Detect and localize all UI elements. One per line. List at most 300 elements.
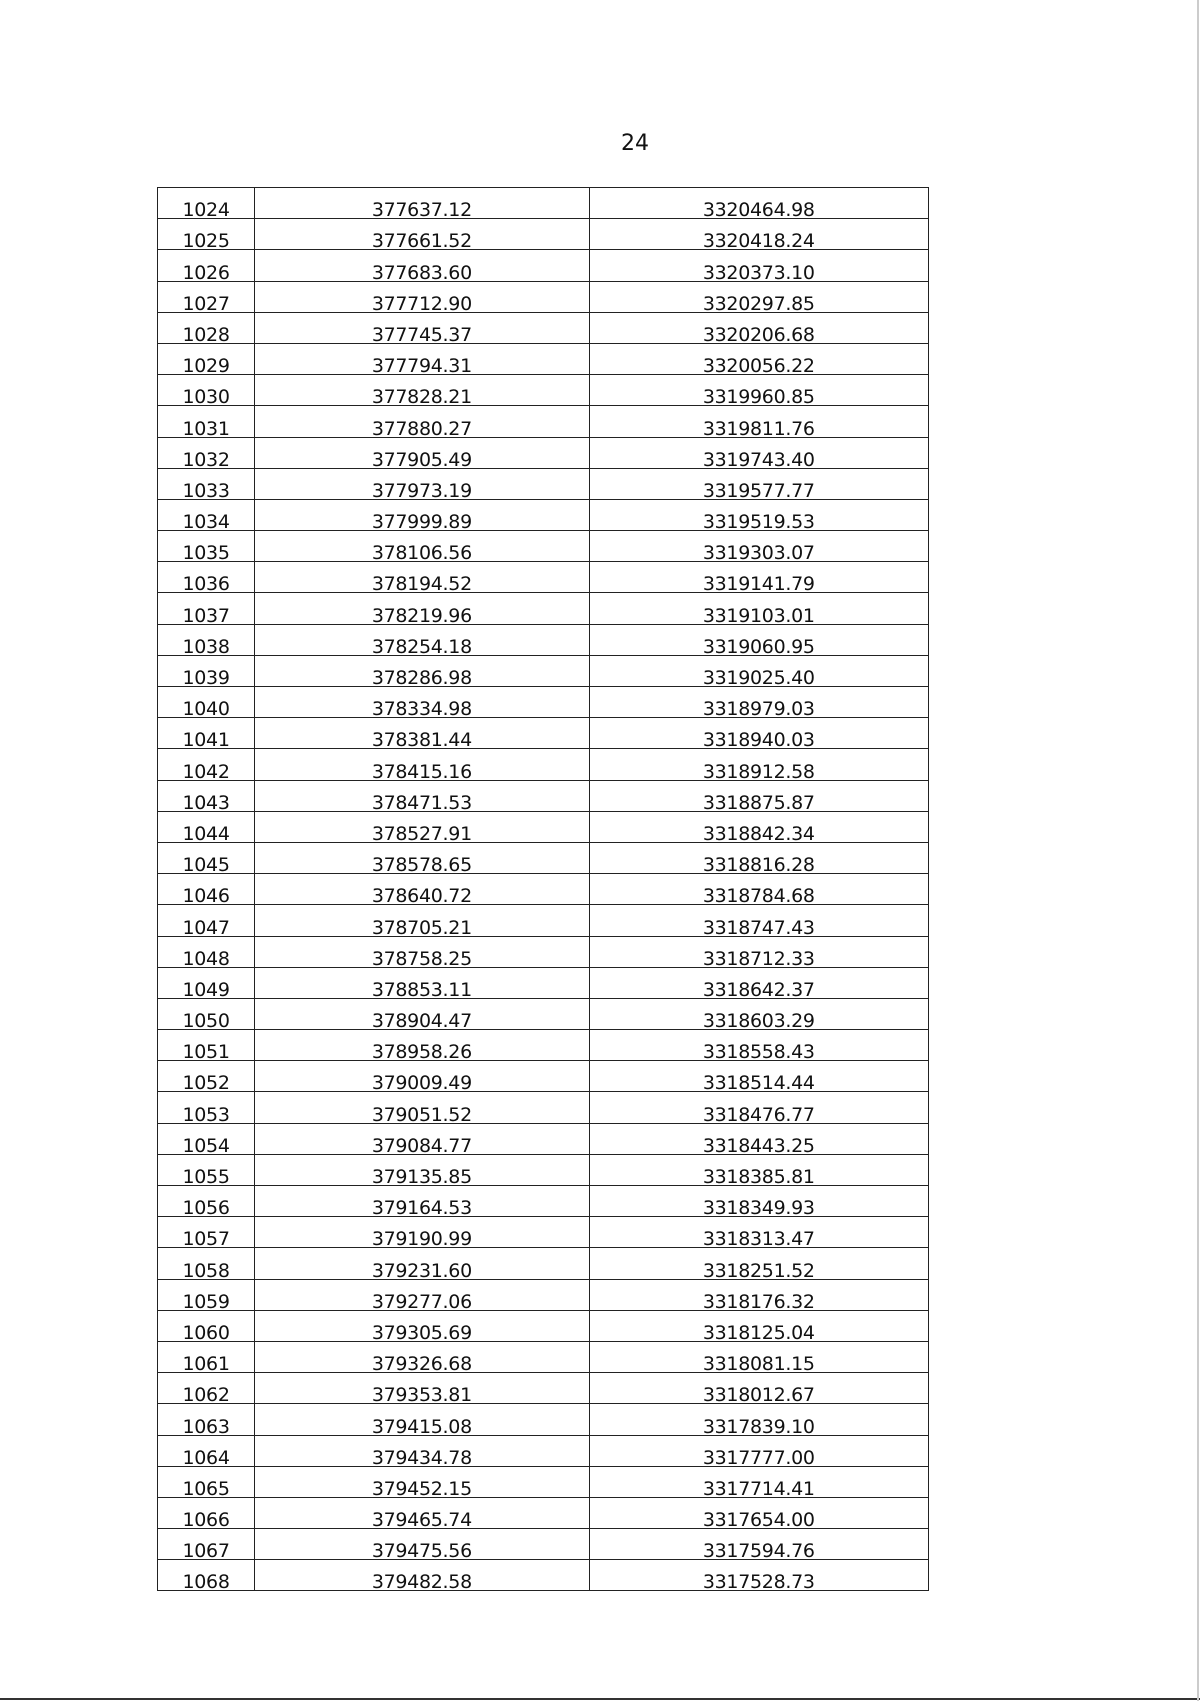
x-coordinate-cell <box>255 1404 589 1438</box>
point-id-cell <box>158 562 255 596</box>
cell-text: 1028 <box>182 323 230 346</box>
cell-text: 1026 <box>182 261 230 284</box>
cell-text: 3320464.98 <box>702 199 815 222</box>
cell-text: 379353.81 <box>371 1384 472 1407</box>
cell-text: 1050 <box>182 1010 230 1033</box>
x-coordinate-cell <box>255 562 589 596</box>
cell-text: 378958.26 <box>371 1041 472 1064</box>
table-row <box>158 1529 929 1560</box>
table-row <box>158 562 929 593</box>
table-row <box>158 1560 929 1591</box>
x-coordinate-cell <box>255 967 589 1001</box>
cell-text: 1060 <box>182 1321 230 1344</box>
point-id-cell <box>158 1497 255 1532</box>
point-id-cell <box>158 1404 255 1438</box>
table-row <box>158 312 929 343</box>
cell-text: 3320297.85 <box>702 292 815 315</box>
cell-text: 379305.69 <box>371 1321 472 1344</box>
cell-text: 3318514.44 <box>702 1072 815 1095</box>
table-row <box>158 1435 929 1466</box>
y-coordinate-cell <box>589 312 928 346</box>
x-coordinate-cell <box>255 312 589 346</box>
x-coordinate-cell <box>255 1310 589 1344</box>
x-coordinate-cell <box>255 531 589 565</box>
table-row <box>158 437 929 468</box>
cell-text: 3318443.25 <box>702 1134 815 1157</box>
cell-text: 378106.56 <box>371 542 472 565</box>
cell-text: 3318125.04 <box>702 1321 815 1344</box>
y-coordinate-cell <box>589 1217 928 1251</box>
cell-text: 379190.99 <box>371 1228 472 1251</box>
x-coordinate-cell <box>255 219 589 253</box>
cell-text: 377905.49 <box>371 448 472 471</box>
cell-text: 1041 <box>182 729 230 752</box>
table-row <box>158 718 929 749</box>
y-coordinate-cell <box>589 375 928 409</box>
point-id-cell <box>158 593 255 627</box>
y-coordinate-cell <box>589 1030 928 1064</box>
y-coordinate-cell <box>589 749 928 783</box>
point-id-cell <box>158 780 255 814</box>
y-coordinate-cell <box>589 967 928 1001</box>
cell-text: 378286.98 <box>371 667 472 689</box>
cell-text: 3319960.85 <box>702 386 815 409</box>
point-id-cell <box>158 624 255 658</box>
table-row <box>158 1186 929 1217</box>
cell-text: 3317654.00 <box>702 1509 815 1532</box>
point-id-cell <box>158 375 255 409</box>
cell-text: 1030 <box>182 386 230 409</box>
cell-text: 1044 <box>182 822 230 845</box>
x-coordinate-cell <box>255 1529 589 1563</box>
cell-text: 379465.74 <box>371 1509 472 1532</box>
table-row <box>158 967 929 998</box>
x-coordinate-cell <box>255 1560 589 1594</box>
cell-text: 3318940.03 <box>702 729 815 752</box>
table-row <box>158 1373 929 1404</box>
table-row <box>158 905 929 936</box>
table-row <box>158 1341 929 1372</box>
cell-text: 378758.25 <box>371 947 472 970</box>
cell-text: 379277.06 <box>371 1290 472 1313</box>
x-coordinate-cell <box>255 874 589 908</box>
table-row <box>158 406 929 437</box>
cell-text: 1035 <box>182 542 230 565</box>
cell-text: 1068 <box>182 1571 230 1594</box>
cell-text: 1052 <box>182 1072 230 1095</box>
point-id-cell <box>158 687 255 721</box>
cell-text: 1037 <box>182 604 230 627</box>
point-id-cell <box>158 1560 255 1594</box>
x-coordinate-cell <box>255 655 589 689</box>
y-coordinate-cell <box>589 1404 928 1438</box>
cell-text: 1033 <box>182 479 230 502</box>
point-id-cell <box>158 188 255 222</box>
point-id-cell <box>158 281 255 315</box>
cell-text: 1038 <box>182 635 230 658</box>
point-id-cell <box>158 1341 255 1376</box>
y-coordinate-cell <box>589 1248 928 1282</box>
cell-text: 3319519.53 <box>702 511 815 534</box>
cell-text: 1062 <box>182 1384 230 1407</box>
x-coordinate-cell <box>255 842 589 877</box>
x-coordinate-cell <box>255 718 589 752</box>
cell-text: 1054 <box>182 1134 230 1157</box>
cell-text: 379326.68 <box>371 1353 472 1376</box>
cell-text: 379084.77 <box>371 1134 472 1157</box>
table-row <box>158 842 929 873</box>
cell-text: 378334.98 <box>371 698 472 721</box>
cell-text: 3318712.33 <box>702 947 815 970</box>
x-coordinate-cell <box>255 188 589 222</box>
cell-text: 378254.18 <box>371 635 472 658</box>
point-id-cell <box>158 749 255 783</box>
x-coordinate-cell <box>255 1435 589 1469</box>
cell-text: 3318081.15 <box>702 1353 815 1376</box>
cell-text: 3317839.10 <box>702 1415 815 1438</box>
cell-text: 1063 <box>182 1415 230 1438</box>
cell-text: 377712.90 <box>371 292 472 315</box>
x-coordinate-cell <box>255 281 589 315</box>
x-coordinate-cell <box>255 1373 589 1407</box>
cell-text: 1047 <box>182 916 230 939</box>
table-row <box>158 281 929 312</box>
cell-text: 3317777.00 <box>702 1446 815 1469</box>
cell-text: 3318385.81 <box>702 1166 815 1188</box>
cell-text: 3318603.29 <box>702 1010 815 1033</box>
y-coordinate-cell <box>589 811 928 845</box>
cell-text: 3318747.43 <box>702 916 815 939</box>
point-id-cell <box>158 905 255 939</box>
scan-bottom-edge <box>0 1698 1200 1700</box>
table-row <box>158 1404 929 1435</box>
cell-text: 3318558.43 <box>702 1041 815 1064</box>
y-coordinate-cell <box>589 1560 928 1594</box>
cell-text: 1024 <box>182 199 230 222</box>
cell-text: 3318176.32 <box>702 1290 815 1313</box>
cell-text: 1031 <box>182 417 230 440</box>
table-row <box>158 593 929 624</box>
cell-text: 1056 <box>182 1197 230 1220</box>
table-row <box>158 655 929 686</box>
point-id-cell <box>158 468 255 502</box>
cell-text: 3319303.07 <box>702 542 815 565</box>
y-coordinate-cell <box>589 281 928 315</box>
point-id-cell <box>158 250 255 284</box>
y-coordinate-cell <box>589 905 928 939</box>
table-row <box>158 1217 929 1248</box>
coordinate-table <box>157 187 929 1594</box>
cell-text: 3318842.34 <box>702 822 815 845</box>
cell-text: 1057 <box>182 1228 230 1251</box>
table-row <box>158 1466 929 1497</box>
cell-text: 1029 <box>182 355 230 378</box>
cell-text: 3319743.40 <box>702 448 815 471</box>
x-coordinate-cell <box>255 593 589 627</box>
table-row <box>158 811 929 842</box>
point-id-cell <box>158 1186 255 1220</box>
table-row <box>158 687 929 718</box>
x-coordinate-cell <box>255 1030 589 1064</box>
point-id-cell <box>158 842 255 877</box>
cell-text: 377637.12 <box>371 199 472 222</box>
x-coordinate-cell <box>255 1217 589 1251</box>
point-id-cell <box>158 312 255 346</box>
cell-text: 377745.37 <box>371 323 472 346</box>
point-id-cell <box>158 343 255 378</box>
y-coordinate-cell <box>589 1123 928 1157</box>
x-coordinate-cell <box>255 936 589 970</box>
cell-text: 1061 <box>182 1353 230 1376</box>
cell-text: 3317528.73 <box>702 1571 815 1594</box>
y-coordinate-cell <box>589 250 928 284</box>
point-id-cell <box>158 1310 255 1344</box>
cell-text: 1036 <box>182 573 230 596</box>
table-row <box>158 780 929 811</box>
table-row <box>158 499 929 530</box>
x-coordinate-cell <box>255 437 589 471</box>
cell-text: 378527.91 <box>371 822 472 845</box>
y-coordinate-cell <box>589 406 928 440</box>
cell-text: 3318251.52 <box>702 1259 815 1282</box>
x-coordinate-cell <box>255 749 589 783</box>
y-coordinate-cell <box>589 655 928 689</box>
cell-text: 3318784.68 <box>702 885 815 908</box>
cell-text: 378640.72 <box>371 885 472 908</box>
x-coordinate-cell <box>255 1123 589 1157</box>
cell-text: 379135.85 <box>371 1166 472 1188</box>
y-coordinate-cell <box>589 687 928 721</box>
cell-text: 3320373.10 <box>702 261 815 284</box>
cell-text: 3318642.37 <box>702 978 815 1001</box>
cell-text: 3320206.68 <box>702 323 815 346</box>
y-coordinate-cell <box>589 1466 928 1500</box>
cell-text: 1064 <box>182 1446 230 1469</box>
y-coordinate-cell <box>589 531 928 565</box>
point-id-cell <box>158 1217 255 1251</box>
cell-text: 3318313.47 <box>702 1228 815 1251</box>
point-id-cell <box>158 437 255 471</box>
x-coordinate-cell <box>255 406 589 440</box>
x-coordinate-cell <box>255 687 589 721</box>
y-coordinate-cell <box>589 874 928 908</box>
table-row <box>158 188 929 219</box>
x-coordinate-cell <box>255 905 589 939</box>
scan-right-edge <box>1197 0 1199 1701</box>
table-row <box>158 1061 929 1092</box>
cell-text: 378904.47 <box>371 1010 472 1033</box>
y-coordinate-cell <box>589 188 928 222</box>
y-coordinate-cell <box>589 1092 928 1126</box>
y-coordinate-cell <box>589 842 928 877</box>
y-coordinate-cell <box>589 624 928 658</box>
cell-text: 1032 <box>182 448 230 471</box>
cell-text: 1040 <box>182 698 230 721</box>
cell-text: 378578.65 <box>371 854 472 877</box>
point-id-cell <box>158 1248 255 1282</box>
cell-text: 1053 <box>182 1103 230 1126</box>
cell-text: 3319025.40 <box>702 667 815 689</box>
cell-text: 378219.96 <box>371 604 472 627</box>
point-id-cell <box>158 655 255 689</box>
cell-text: 1066 <box>182 1509 230 1532</box>
point-id-cell <box>158 936 255 970</box>
table-row <box>158 749 929 780</box>
cell-text: 3318476.77 <box>702 1103 815 1126</box>
point-id-cell <box>158 874 255 908</box>
x-coordinate-cell <box>255 250 589 284</box>
cell-text: 1046 <box>182 885 230 908</box>
point-id-cell <box>158 499 255 534</box>
y-coordinate-cell <box>589 219 928 253</box>
cell-text: 377683.60 <box>371 261 472 284</box>
cell-text: 3319577.77 <box>702 479 815 502</box>
x-coordinate-cell <box>255 375 589 409</box>
cell-text: 1027 <box>182 292 230 315</box>
cell-text: 378415.16 <box>371 760 472 783</box>
y-coordinate-cell <box>589 936 928 970</box>
cell-text: 378381.44 <box>371 729 472 752</box>
cell-text: 3318979.03 <box>702 698 815 721</box>
cell-text: 379164.53 <box>371 1197 472 1220</box>
table-row <box>158 1030 929 1061</box>
cell-text: 1034 <box>182 511 230 534</box>
table-row <box>158 1092 929 1123</box>
cell-text: 3318012.67 <box>702 1384 815 1407</box>
point-id-cell <box>158 1154 255 1188</box>
cell-text: 1043 <box>182 791 230 814</box>
table-row <box>158 624 929 655</box>
point-id-cell <box>158 998 255 1033</box>
x-coordinate-cell <box>255 624 589 658</box>
cell-text: 1051 <box>182 1041 230 1064</box>
cell-text: 1025 <box>182 230 230 253</box>
y-coordinate-cell <box>589 1341 928 1376</box>
cell-text: 378194.52 <box>371 573 472 596</box>
cell-text: 3318349.93 <box>702 1197 815 1220</box>
cell-text: 378471.53 <box>371 791 472 814</box>
cell-text: 1049 <box>182 978 230 1001</box>
page-number: 24 <box>621 131 649 156</box>
x-coordinate-cell <box>255 1248 589 1282</box>
cell-text: 379231.60 <box>371 1259 472 1282</box>
coordinate-table-body <box>158 188 929 1594</box>
cell-text: 377661.52 <box>371 230 472 253</box>
x-coordinate-cell <box>255 1341 589 1376</box>
table-row <box>158 1248 929 1279</box>
y-coordinate-cell <box>589 1061 928 1095</box>
point-id-cell <box>158 1279 255 1313</box>
point-id-cell <box>158 1435 255 1469</box>
cell-text: 1059 <box>182 1290 230 1313</box>
table-row <box>158 343 929 374</box>
y-coordinate-cell <box>589 562 928 596</box>
cell-text: 378705.21 <box>371 916 472 939</box>
point-id-cell <box>158 219 255 253</box>
point-id-cell <box>158 1061 255 1095</box>
y-coordinate-cell <box>589 1373 928 1407</box>
cell-text: 3319141.79 <box>702 573 815 596</box>
cell-text: 3318912.58 <box>702 760 815 783</box>
table-row <box>158 219 929 250</box>
point-id-cell <box>158 1466 255 1500</box>
cell-text: 1048 <box>182 947 230 970</box>
cell-text: 3318875.87 <box>702 791 815 814</box>
table-row <box>158 250 929 281</box>
x-coordinate-cell <box>255 1092 589 1126</box>
table-row <box>158 936 929 967</box>
y-coordinate-cell <box>589 468 928 502</box>
table-row <box>158 531 929 562</box>
cell-text: 3317594.76 <box>702 1540 815 1563</box>
cell-text: 1058 <box>182 1259 230 1282</box>
y-coordinate-cell <box>589 998 928 1033</box>
y-coordinate-cell <box>589 1310 928 1344</box>
x-coordinate-cell <box>255 998 589 1033</box>
x-coordinate-cell <box>255 1466 589 1500</box>
y-coordinate-cell <box>589 1497 928 1532</box>
table-row <box>158 468 929 499</box>
y-coordinate-cell <box>589 1529 928 1563</box>
cell-text: 379452.15 <box>371 1477 472 1500</box>
x-coordinate-cell <box>255 1279 589 1313</box>
cell-text: 3320056.22 <box>702 355 815 378</box>
table-row <box>158 998 929 1029</box>
y-coordinate-cell <box>589 1279 928 1313</box>
point-id-cell <box>158 718 255 752</box>
point-id-cell <box>158 967 255 1001</box>
cell-text: 3318816.28 <box>702 854 815 877</box>
table-row <box>158 1310 929 1341</box>
cell-text: 3319103.01 <box>702 604 815 627</box>
y-coordinate-cell <box>589 437 928 471</box>
table-row <box>158 1279 929 1310</box>
cell-text: 377828.21 <box>371 386 472 409</box>
cell-text: 1065 <box>182 1477 230 1500</box>
cell-text: 379051.52 <box>371 1103 472 1126</box>
point-id-cell <box>158 406 255 440</box>
cell-text: 377794.31 <box>371 355 472 378</box>
point-id-cell <box>158 531 255 565</box>
point-id-cell <box>158 1030 255 1064</box>
table-row <box>158 375 929 406</box>
cell-text: 377999.89 <box>371 511 472 534</box>
table-row <box>158 1123 929 1154</box>
y-coordinate-cell <box>589 1154 928 1188</box>
cell-text: 3320418.24 <box>702 230 815 253</box>
cell-text: 377973.19 <box>371 479 472 502</box>
x-coordinate-cell <box>255 468 589 502</box>
y-coordinate-cell <box>589 593 928 627</box>
table-row <box>158 1154 929 1185</box>
x-coordinate-cell <box>255 1497 589 1532</box>
cell-text: 3317714.41 <box>702 1477 815 1500</box>
cell-text: 379434.78 <box>371 1446 472 1469</box>
cell-text: 1042 <box>182 760 230 783</box>
cell-text: 378853.11 <box>371 978 472 1001</box>
cell-text: 379009.49 <box>371 1072 472 1095</box>
point-id-cell <box>158 1092 255 1126</box>
x-coordinate-cell <box>255 811 589 845</box>
y-coordinate-cell <box>589 499 928 534</box>
table-row <box>158 1497 929 1528</box>
cell-text: 1045 <box>182 854 230 877</box>
table-row <box>158 874 929 905</box>
cell-text: 1067 <box>182 1540 230 1563</box>
cell-text: 379482.58 <box>371 1571 472 1594</box>
cell-text: 1055 <box>182 1166 230 1188</box>
x-coordinate-cell <box>255 1061 589 1095</box>
